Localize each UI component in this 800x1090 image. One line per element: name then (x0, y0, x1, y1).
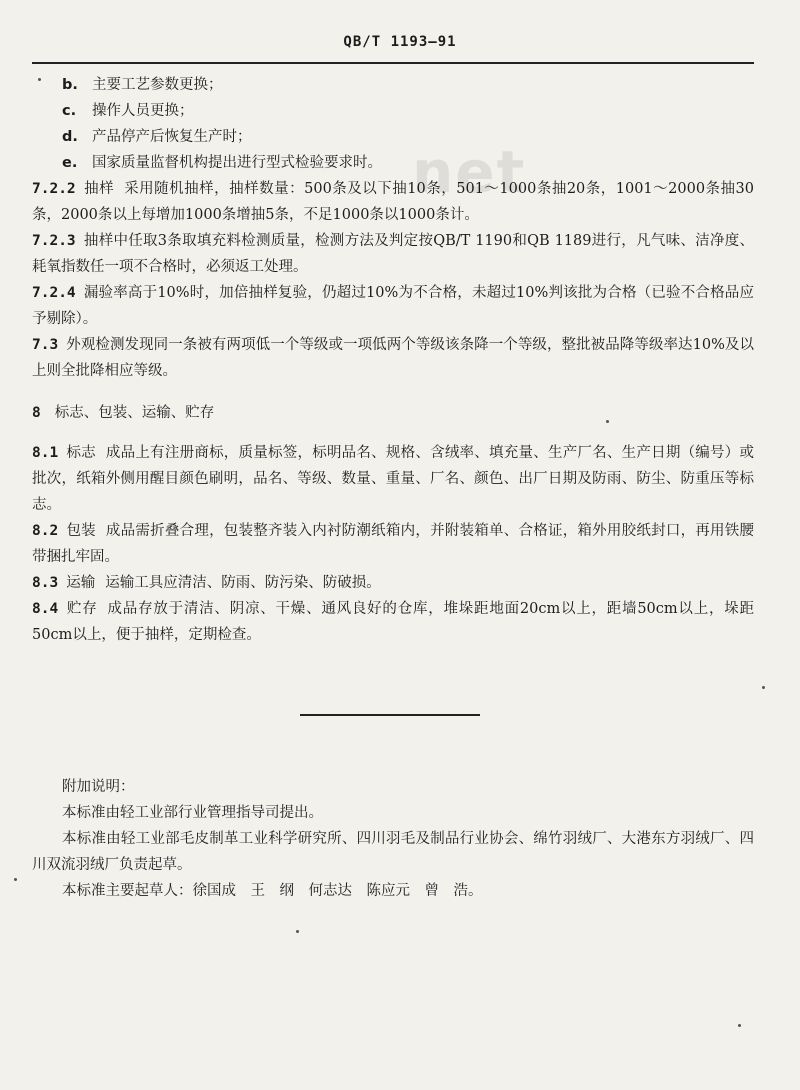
clause-text: 抽样中任取3条取填充料检测质量，检测方法及判定按QB/T 1190和QB 1189进行，凡气味、洁净度、耗氧指数任一项不合格时，必须返工处理。 (32, 233, 754, 275)
list-mark: c. (62, 103, 77, 119)
list-text: 国家质量监督机构提出进行型式检验要求时。 (92, 155, 382, 171)
notes-paragraph: 本标准由轻工业部行业管理指导司提出。 (62, 805, 323, 821)
section-title: 标志、包装、运输、贮存 (54, 405, 215, 421)
clause-8-2 (32, 518, 754, 570)
scan-speck (762, 686, 765, 689)
list-item (32, 72, 754, 98)
list-mark: e. (62, 155, 78, 171)
scan-speck (14, 878, 17, 881)
clause-text: 运输工具应清洁、防雨、防污染、防破损。 (105, 575, 381, 591)
scan-speck (738, 1024, 741, 1027)
list-mark: d. (62, 129, 78, 145)
watermark-text: net (412, 138, 527, 206)
standard-code-header: QB/T 1193—91 (343, 34, 457, 50)
clause-8-1 (32, 440, 754, 518)
clause-8-4 (32, 596, 754, 648)
list-item (32, 124, 754, 150)
scan-speck (606, 420, 609, 423)
section-number: 8 (32, 405, 41, 421)
notes-paragraph: 本标准主要起草人：徐国成 王 纲 何志达 陈应元 曾 浩。 (62, 883, 483, 899)
clause-text: 成品存放于清洁、阴凉、干燥、通风良好的仓库，堆垛距地面20cm以上，距墙50cm以上，垛距50cm以上，便于抽样，定期检查。 (32, 601, 755, 643)
notes-paragraph: 本标准由轻工业部毛皮制革工业科学研究所、四川羽毛及制品行业协会、绵竹羽绒厂、大港东方羽绒厂、四川双流羽绒厂负责起草。 (32, 831, 754, 873)
clause-keyword: 包装 (66, 523, 96, 539)
clause-number: 8.1 (32, 445, 59, 461)
clause-7-3 (32, 332, 754, 384)
clause-7-2-2 (32, 176, 754, 228)
clause-number: 8.3 (32, 575, 59, 591)
section-8-heading (32, 400, 754, 426)
clause-keyword: 标志 (66, 445, 96, 461)
clause-number: 8.2 (32, 523, 59, 539)
scan-speck (296, 930, 299, 933)
header-divider (32, 62, 754, 64)
clause-number: 7.3 (32, 337, 59, 353)
clause-text: 成品需折叠合理，包装整齐装入内衬防潮纸箱内，并附装箱单、合格证，箱外用胶纸封口，再用铁腰带捆扎牢固。 (32, 523, 755, 565)
clause-7-2-3 (32, 228, 754, 280)
scan-speck (38, 78, 41, 81)
clause-number: 7.2.3 (32, 233, 76, 249)
clause-text: 漏验率高于10%时，加倍抽样复验，仍超过10%为不合格，未超过10%判该批为合格（已验不合格品应予剔除）。 (32, 285, 754, 327)
clause-text: 成品上有注册商标，质量标签，标明品名、规格、含绒率、填充量、生产厂名、生产日期（编号）或批次，纸箱外侧用醒目颜色刷明，品名、等级、数量、重量、厂名、颜色、出厂日期及防雨、防尘、防重压等标志。 (32, 445, 755, 513)
list-text: 产品停产后恢复生产时； (92, 129, 252, 145)
list-text: 操作人员更换； (92, 103, 194, 119)
additional-notes (32, 774, 754, 904)
clause-7-2-4 (32, 280, 754, 332)
main-content (32, 72, 754, 648)
clause-text: 采用随机抽样，抽样数量：500条及以下抽10条，501～1000条抽20条，1001～2000条抽30条，2000条以上每增加1000条增抽5条，不足1000条以1000条计。 (32, 181, 755, 223)
clause-number: 8.4 (32, 601, 59, 617)
list-mark: b. (62, 77, 78, 93)
clause-number: 7.2.2 (32, 181, 76, 197)
clause-number: 7.2.4 (32, 285, 76, 301)
list-item (32, 98, 754, 124)
clause-8-3 (32, 570, 754, 596)
list-item (32, 150, 754, 176)
end-of-standard-rule (300, 714, 480, 716)
clause-keyword: 运输 (66, 575, 96, 591)
clause-keyword: 贮存 (66, 601, 98, 617)
clause-text: 外观检测发现同一条被有两项低一个等级或一项低两个等级该条降一个等级，整批被品降等级率达10%及以上则全批降相应等级。 (32, 337, 754, 379)
list-text: 主要工艺参数更换； (92, 77, 223, 93)
notes-title: 附加说明： (62, 779, 135, 795)
inspection-conditions-list (32, 72, 754, 176)
clause-keyword: 抽样 (83, 181, 115, 197)
